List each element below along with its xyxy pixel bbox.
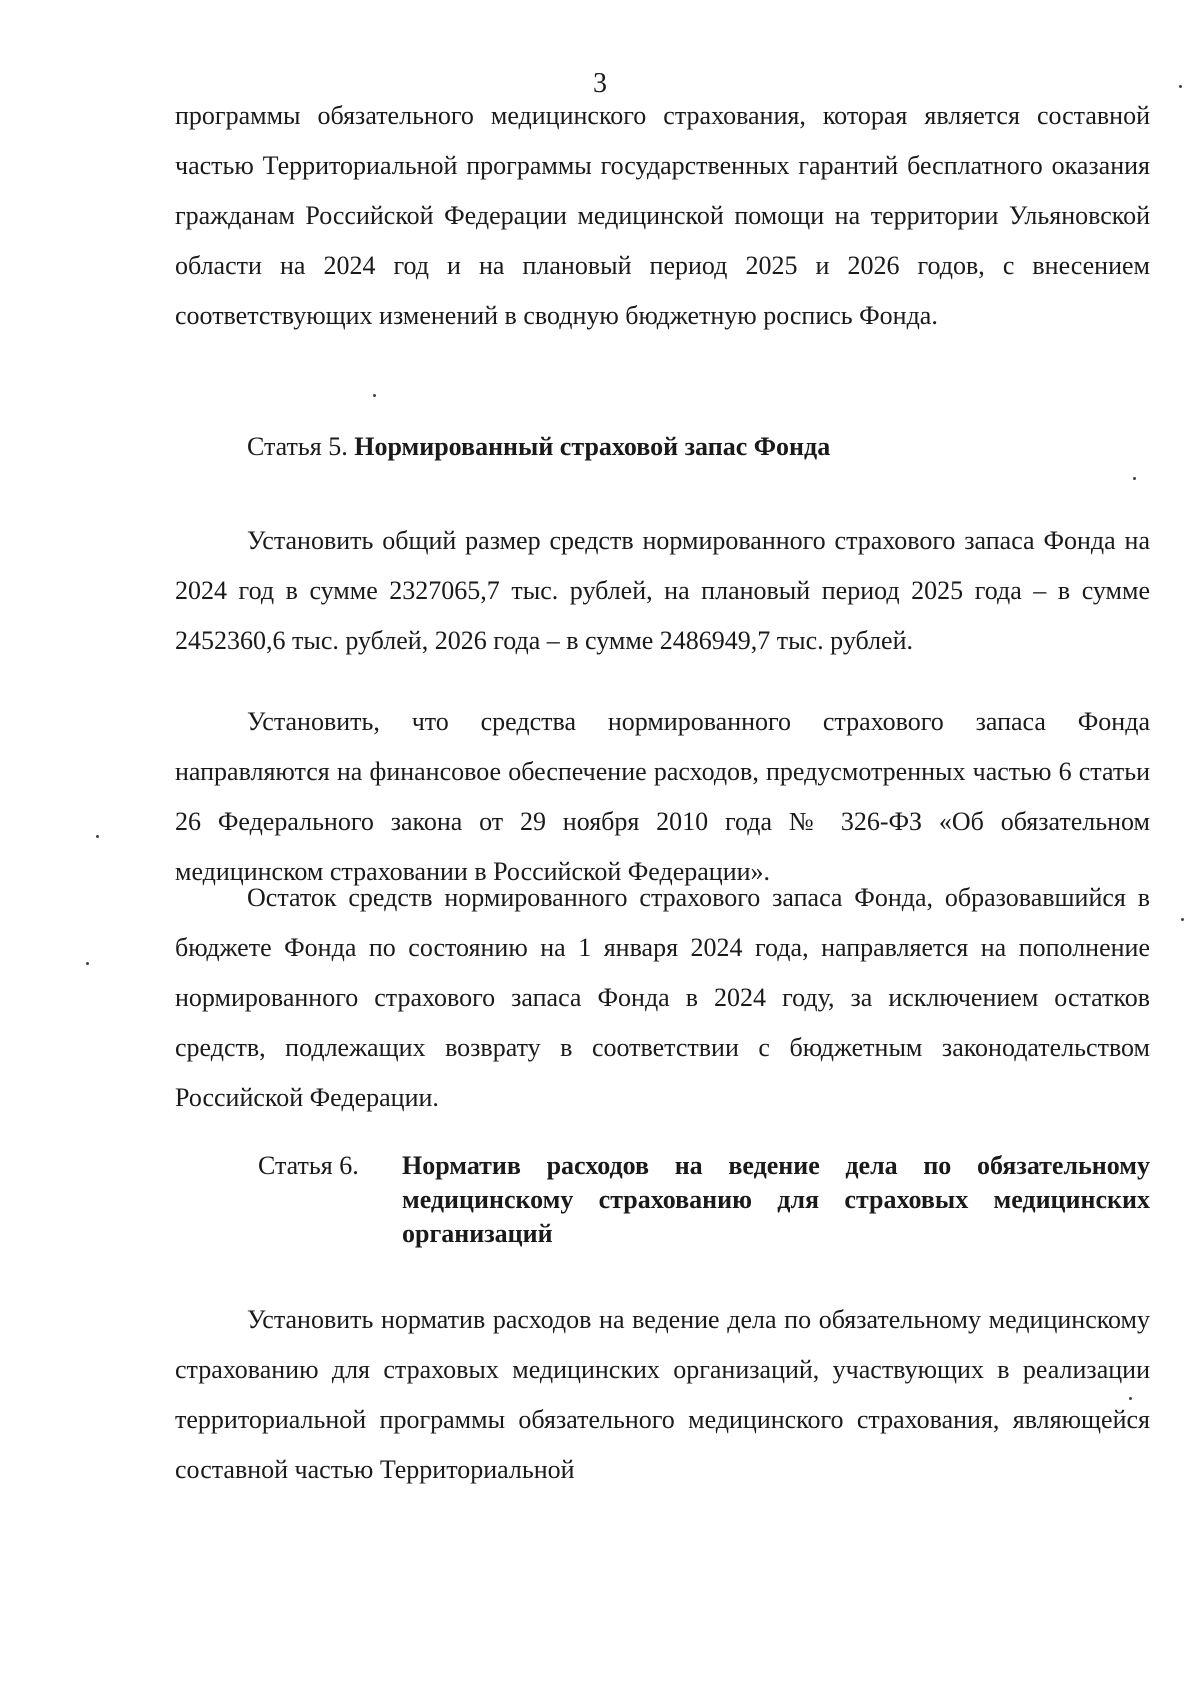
article-6-title: Норматив расходов на ведение дела по обязательному медицинскому страхованию для страховых медицинских организаций xyxy=(402,1151,1150,1248)
article-5-title: Нормированный страховой запас Фонда xyxy=(354,432,831,461)
article-5-paragraph-3: Остаток средств нормированного страхового запаса Фонда, образовавшийся в бюджете Фонда по состоянию на 1 января 2024 года, направляется на пополнение нормированного страхового запаса Фонда в 2024 году, за исключением остатков средств, подлежащих возврату в соответствии с бюджетным законодательством Российской Федерации. xyxy=(175,883,1150,1112)
article-6-label: Статья 6. xyxy=(258,1151,359,1180)
scan-speck xyxy=(1181,918,1184,921)
scan-speck xyxy=(1133,477,1136,480)
article-5-paragraph-1: Установить общий размер средств нормированного страхового запаса Фонда на 2024 год в сумме 2327065,7 тыс. рублей, на плановый период 2025 года – в сумме 2452360,6 тыс. рублей, 2026 года – в сумме 2486949,7 тыс. рублей. xyxy=(175,526,1150,655)
scan-speck xyxy=(1179,85,1182,88)
scan-speck xyxy=(1129,1397,1132,1400)
article-5-heading xyxy=(247,430,1147,464)
article-6-paragraph-1: Установить норматив расходов на ведение дела по обязательному медицинскому страхованию для страховых медицинских организаций, участвующих в реализации территориальной программы обязательного медицинского страхования, являющейся составной частью Территориальной xyxy=(175,1305,1150,1484)
page-number: 3 xyxy=(593,68,607,99)
scan-speck xyxy=(96,835,99,838)
intro-paragraph: программы обязательного медицинского страхования, которая является составной частью Территориальной программы государственных гарантий бесплатного оказания гражданам Российской Федерации медицинской помощи на территории Ульяновской области на 2024 год и на плановый период 2025 и 2026 годов, с внесением соответствующих изменений в сводную бюджетную роспись Фонда. xyxy=(175,101,1150,330)
article-5-paragraph-2: Установить, что средства нормированного страхового запаса Фонда направляются на финансовое обеспечение расходов, предусмотренных частью 6 статьи 26 Федерального закона от 29 ноября 2010 года № 326-ФЗ «Об обязательном медицинском страховании в Российской Федерации». xyxy=(175,707,1150,886)
article-6-heading xyxy=(258,1149,1150,1251)
scan-speck xyxy=(373,394,376,397)
article-5-label: Статья 5. xyxy=(247,432,348,461)
scan-speck xyxy=(86,962,89,965)
